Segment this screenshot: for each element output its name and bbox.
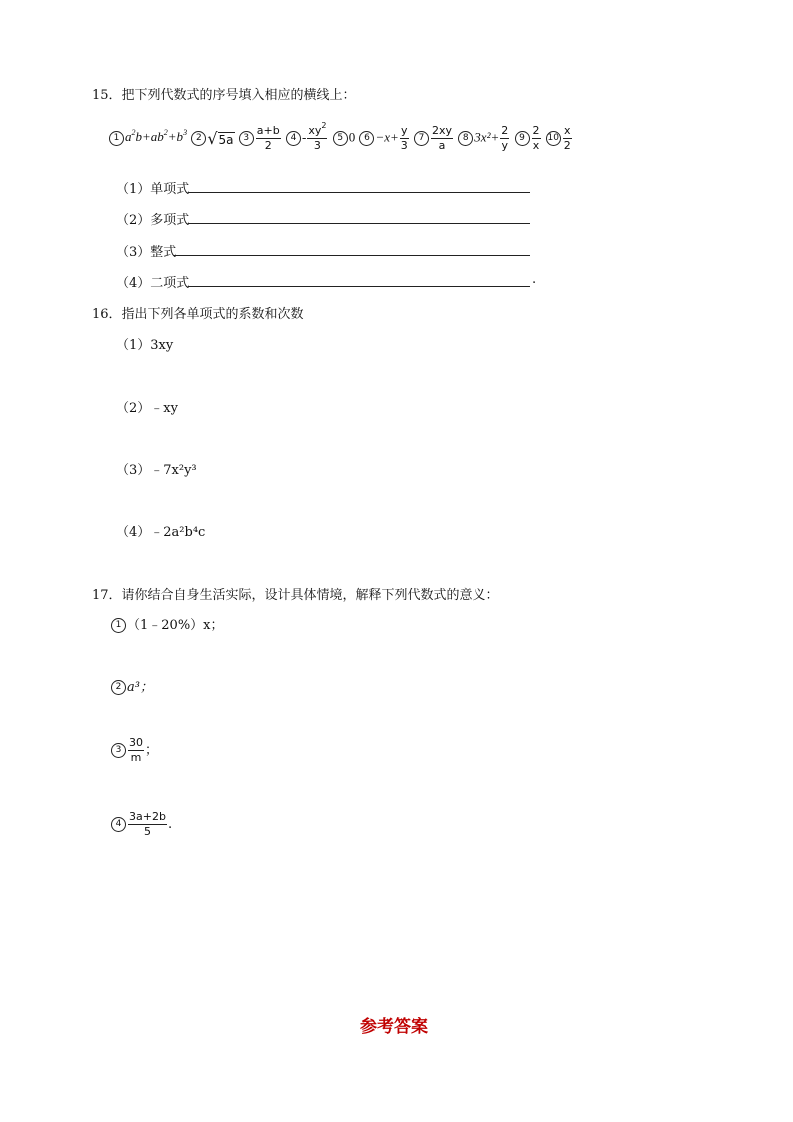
circled-number-3: 3 [239,131,254,146]
q16-item-1: （1）3xy [116,338,174,353]
q15-sub3-label: （3）整式 [116,245,177,260]
circled-number-2: 2 [111,680,126,695]
q16-title: 16．指出下列各单项式的系数和次数 [92,307,304,322]
expr-10-fraction: $\frac{x}{2}$ [563,124,571,152]
q15-sub4-blank-line [188,286,530,287]
q15-sub3-blank-line [174,255,530,256]
q17-item-4-fraction: $\frac{3a+2b}{5}$ [129,810,166,838]
expr-9-fraction: $\frac{2}{x}$ [532,124,540,152]
q17-item-2-text: a³； [127,680,153,695]
q17-item-3 [110,736,158,765]
q17-item-4-tail: . [167,817,173,832]
expr-6-lead: −x+ [375,129,399,145]
circled-number-3: 3 [111,743,126,758]
circled-number-8: 8 [458,131,473,146]
expr-4-fraction: $\frac{xy^2}{3}$ [308,121,327,152]
answer-section-title: 参考答案 [360,1017,428,1037]
q15-sub1-blank-line [188,192,530,193]
q15-expression-list [108,121,573,153]
q15-end-dot: . [532,272,537,287]
q15-title: 15．把下列代数式的序号填入相应的横线上： [92,88,356,103]
circled-number-1: 1 [111,618,126,633]
circled-number-10: 10 [546,131,561,146]
expr-8-fraction: $\frac{2}{y}$ [501,124,509,152]
expr-5: 0 [348,129,356,145]
circled-number-7: 7 [414,131,429,146]
q16-item-2: （2）﹣xy [116,401,178,416]
q17-item-3-fraction: $\frac{30}{m}$ [129,736,143,764]
circled-number-4: 4 [286,131,301,146]
q17-item-1 [110,614,224,633]
q16-item-4: （4）﹣2a²b⁴c [116,525,206,540]
expr-1: $a^2b+ab^2+b^3$ [125,128,188,145]
q15-sub4-label: （4）二项式 [116,276,190,291]
q15-sub1-label: （1）单项式 [116,182,190,197]
q17-title: 17．请你结合自身生活实际，设计具体情境，解释下列代数式的意义： [92,588,499,603]
expr-4-sign: - [301,129,307,145]
circled-number-4: 4 [111,817,126,832]
circled-number-1: 1 [109,131,124,146]
q16-item-3: （3）﹣7x²y³ [116,463,197,478]
circled-number-5: 5 [333,131,348,146]
q15-sub2-blank-line [188,223,530,224]
expr-8-lead: 3x²+ [474,129,500,145]
q17-item-2 [110,676,153,695]
expr-6-fraction: $\frac{y}{3}$ [400,124,408,152]
expr-3-fraction: $\frac{a+b}{2}$ [256,124,280,152]
circled-number-9: 9 [515,131,530,146]
expr-2-sqrt: √ 5a [207,128,234,148]
expr-7-fraction: $\frac{2xy}{a}$ [432,124,453,152]
q17-item-3-tail: ； [145,743,159,758]
circled-number-2: 2 [191,131,206,146]
q17-item-4 [110,810,172,839]
circled-number-6: 6 [359,131,374,146]
q15-sub2-label: （2）多项式 [116,213,190,228]
q17-item-1-text: （1﹣20%）x； [127,618,224,633]
